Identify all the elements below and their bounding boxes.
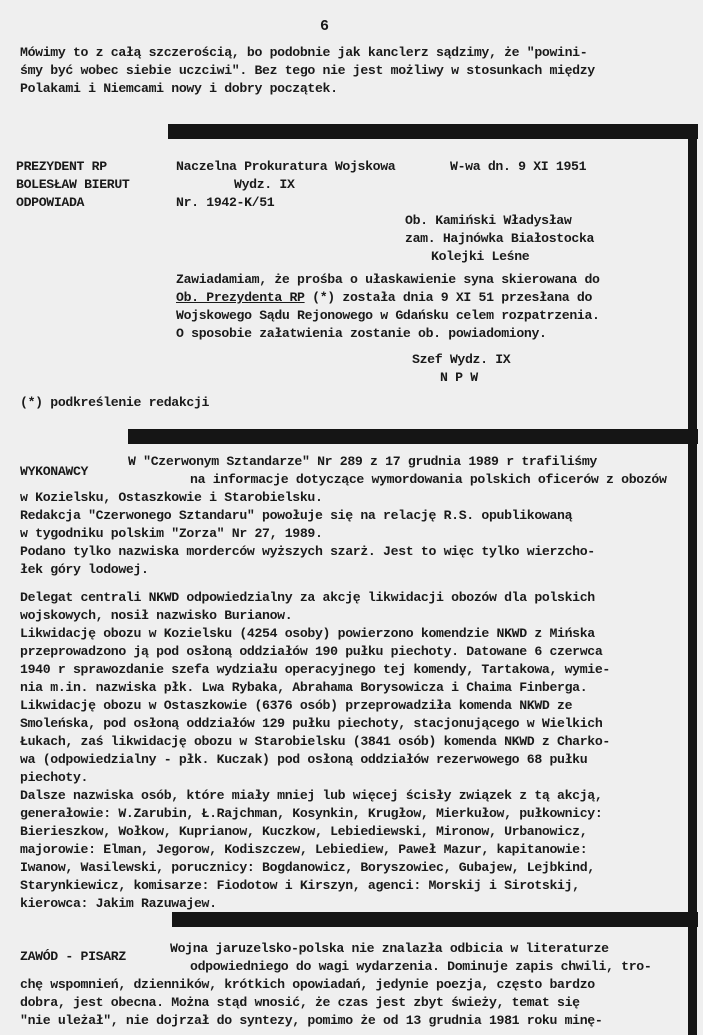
addressee-line: zam. Hajnówka Białostocka <box>405 231 595 246</box>
article-line: nia m.in. nazwiska płk. Lwa Rybaka, Abrahama Borysowicza i Chaima Finberga. <box>20 680 588 695</box>
letter-body-line: O sposobie załatwienia zostanie ob. powiadomiony. <box>176 326 547 341</box>
article-line: przeprowadzono ją pod osłoną oddziałów 190 pułku piechoty. Datowane 6 czerwca <box>20 644 603 659</box>
office-name: Naczelna Prokuratura Wojskowa <box>176 159 396 174</box>
office-block <box>176 158 395 212</box>
underlined-phrase: Ob. Prezydenta RP <box>176 290 305 305</box>
article-line: Iwanow, Wasilewski, porucznicy: Bogdanowicz, Boryszowiec, Gubajew, Lejbkind, <box>20 860 595 875</box>
section-heading-prezydent <box>16 158 129 212</box>
letter-body-text: (*) została dnia 9 XI 51 przesłana do <box>304 290 593 305</box>
article-line: w tygodniku polskim "Zorza" Nr 27, 1989. <box>20 526 323 541</box>
article-line: Delegat centrali NKWD odpowiedzialny za akcję likwidacji obozów dla polskich <box>20 590 595 605</box>
section-side-bar <box>688 903 697 1035</box>
intro-line: Polakami i Niemcami nowy i dobry początek. <box>20 81 338 96</box>
page-number: 6 <box>320 18 330 35</box>
article-line: 1940 r sprawozdanie szefa wydziału operacyjnego tej komendy, Tartakowa, wymie- <box>20 662 610 677</box>
intro-line: śmy być wobec siebie uczciwi". Bez tego nie jest możliwy w stosunkach między <box>20 63 595 78</box>
article-line: majorowie: Elman, Jegorow, Kodiszczew, Lebiediew, Paweł Mazur, kapitanowie: <box>20 842 588 857</box>
addressee-block <box>405 212 594 266</box>
paragraph-gap <box>20 579 667 589</box>
article-line: Redakcja "Czerwonego Sztandaru" powołuje się na relację R.S. opublikowaną <box>20 508 573 523</box>
article-line: dobra, jest obecna. Można stąd wnosić, że czas jest zbyt świeży, temat się <box>20 995 580 1010</box>
office-reference: Nr. 1942-K/51 <box>176 195 275 210</box>
article-line: Dalsze nazwiska osób, które miały mniej lub więcej ścisły związek z tą akcją, <box>20 788 603 803</box>
letter-body <box>176 271 600 343</box>
article-line: Łukach, zaś likwidację obozu w Starobielsku (3841 osób) komenda NKWD z Charko- <box>20 734 610 749</box>
article-line: chę wspomnień, dzienników, krótkich opowiadań, jedynie poezja, często bardzo <box>20 977 595 992</box>
letter-date: W-wa dn. 9 XI 1951 <box>450 159 587 174</box>
intro-line: Mówimy to z całą szczerością, bo podobnie jak kanclerz sądzimy, że "powini- <box>20 45 588 60</box>
letter-body-line <box>176 289 600 307</box>
article-line: piechoty. <box>20 770 89 785</box>
section-divider-bar <box>168 124 698 139</box>
article-line: na informacje dotyczące wymordowania polskich oficerów z obozów <box>190 472 667 487</box>
article-line: Bierieszkow, Wołkow, Kuprianow, Kuczkow, Lebiediewski, Mironow, Urbanowicz, <box>20 824 588 839</box>
section-heading-wykonawcy: WYKONAWCY <box>20 464 89 479</box>
intro-paragraph <box>20 44 595 98</box>
side-heading-line: ODPOWIADA <box>16 195 85 210</box>
article-line: W "Czerwonym Sztandarze" Nr 289 z 17 grudnia 1989 r trafiliśmy <box>128 454 597 469</box>
signature-block <box>412 351 510 387</box>
section-side-bar <box>688 124 697 429</box>
article-line: wojskowych, nosił nazwisko Burianow. <box>20 608 293 623</box>
article-line: Podano tylko nazwiska morderców wyższych szarż. Jest to więc tylko wierzcho- <box>20 544 595 559</box>
article-line: odpowiedniego do wagi wydarzenia. Dominuje zapis chwili, tro- <box>190 959 652 974</box>
article-line: Wojna jaruzelsko-polska nie znalazła odbicia w literaturze <box>170 941 609 956</box>
article-line: w Kozielsku, Ostaszkowie i Starobielsku. <box>20 490 323 505</box>
addressee-line: Ob. Kamiński Władysław <box>405 213 572 228</box>
article-line: "nie uleżał", nie dojrzał do syntezy, pomimo że od 13 grudnia 1981 roku minę- <box>20 1013 603 1028</box>
section-heading-zawod-pisarz: ZAWÓD - PISARZ <box>20 949 126 964</box>
signature-line: Szef Wydz. IX <box>412 352 511 367</box>
office-department: Wydz. IX <box>234 177 295 192</box>
section-divider-bar <box>128 429 698 444</box>
section-side-bar <box>688 429 697 903</box>
article-line: łek góry lodowej. <box>20 562 149 577</box>
article-line: Starynkiewicz, komisarze: Fiodotow i Kirszyn, agenci: Morskij i Sirotskij, <box>20 878 580 893</box>
article-line: wa (odpowiedzialny - płk. Kuczak) pod osłoną oddziałów rezerwowego 68 pułku <box>20 752 588 767</box>
signature-line: N P W <box>440 370 478 385</box>
side-heading-line: PREZYDENT RP <box>16 159 107 174</box>
addressee-line: Kolejki Leśne <box>431 249 530 264</box>
footnote: (*) podkreślenie redakcji <box>20 395 210 410</box>
article-line: Likwidację obozu w Kozielsku (4254 osoby) powierzono komendzie NKWD z Mińska <box>20 626 595 641</box>
article-line: Likwidację obozu w Ostaszkowie (6376 osób) przeprowadziła komenda NKWD ze <box>20 698 573 713</box>
zawod-pisarz-article <box>20 940 651 1030</box>
article-line: kierowca: Jakim Razuwajew. <box>20 896 217 911</box>
letter-body-line: Zawiadamiam, że prośba o ułaskawienie syna skierowana do <box>176 272 600 287</box>
wykonawcy-article <box>20 453 667 913</box>
article-line: Smoleńska, pod osłoną oddziałów 129 pułku piechoty, stacjonującego w Wielkich <box>20 716 603 731</box>
letter-body-line: Wojskowego Sądu Rejonowego w Gdańsku celem rozpatrzenia. <box>176 308 600 323</box>
article-line: generałowie: W.Zarubin, Ł.Rajchman, Kosynkin, Krugłow, Mierkułow, pułkownicy: <box>20 806 603 821</box>
side-heading-line: BOLESŁAW BIERUT <box>16 177 130 192</box>
section-divider-bar <box>172 912 698 927</box>
